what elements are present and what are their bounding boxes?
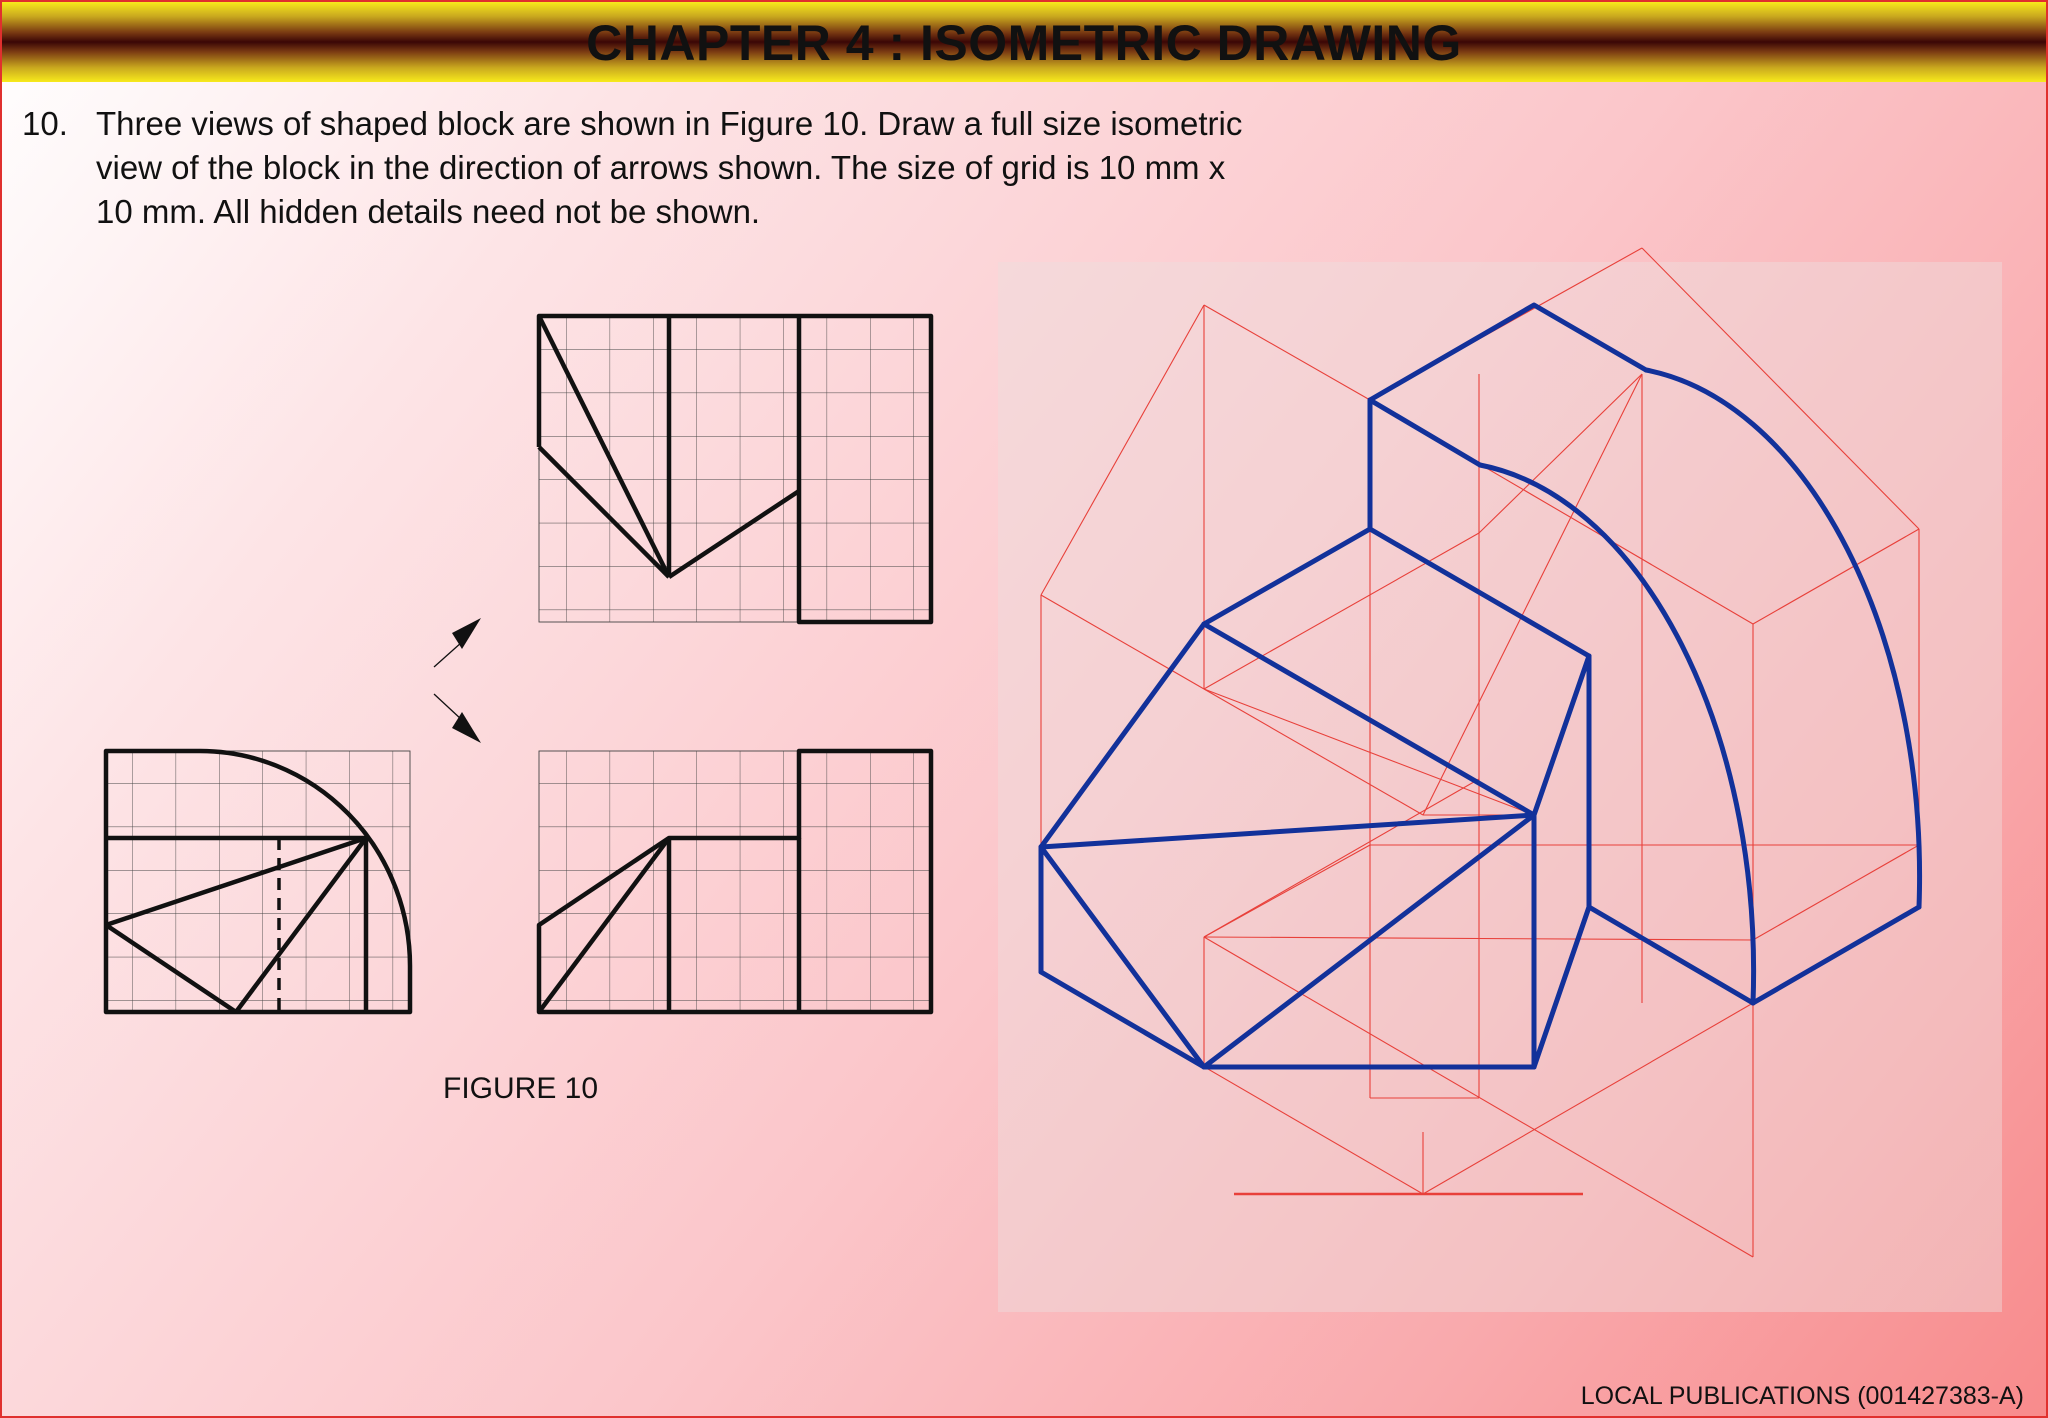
arrow-lower-shaft	[434, 694, 462, 720]
construction-lines	[1041, 248, 1919, 1257]
drawing-canvas	[2, 2, 2046, 1416]
figure-caption: FIGURE 10	[443, 1072, 599, 1105]
arrow-upper-shaft	[434, 642, 462, 667]
question-number: 10.	[22, 105, 68, 142]
side-view	[106, 751, 410, 1012]
footer-publisher: LOCAL PUBLICATIONS (001427383-A)	[1580, 1382, 2024, 1410]
isometric-outline	[1041, 305, 1920, 1067]
top-view	[539, 316, 931, 622]
front-view	[539, 751, 931, 1012]
top-view-grid	[539, 316, 931, 622]
direction-arrows	[434, 618, 481, 743]
chapter-title: CHAPTER 4 : ISOMETRIC DRAWING	[586, 15, 1462, 71]
arrow-lower-head	[452, 712, 481, 743]
arrow-upper-head	[452, 618, 481, 649]
question-text: Three views of shaped block are shown in Figure 10. Draw a full size isometric view of the block in the direction of arrows shown. The size of grid is 10 mm x 10 mm. All hidden details need not be shown.	[96, 105, 1243, 230]
front-view-grid	[539, 751, 931, 1012]
